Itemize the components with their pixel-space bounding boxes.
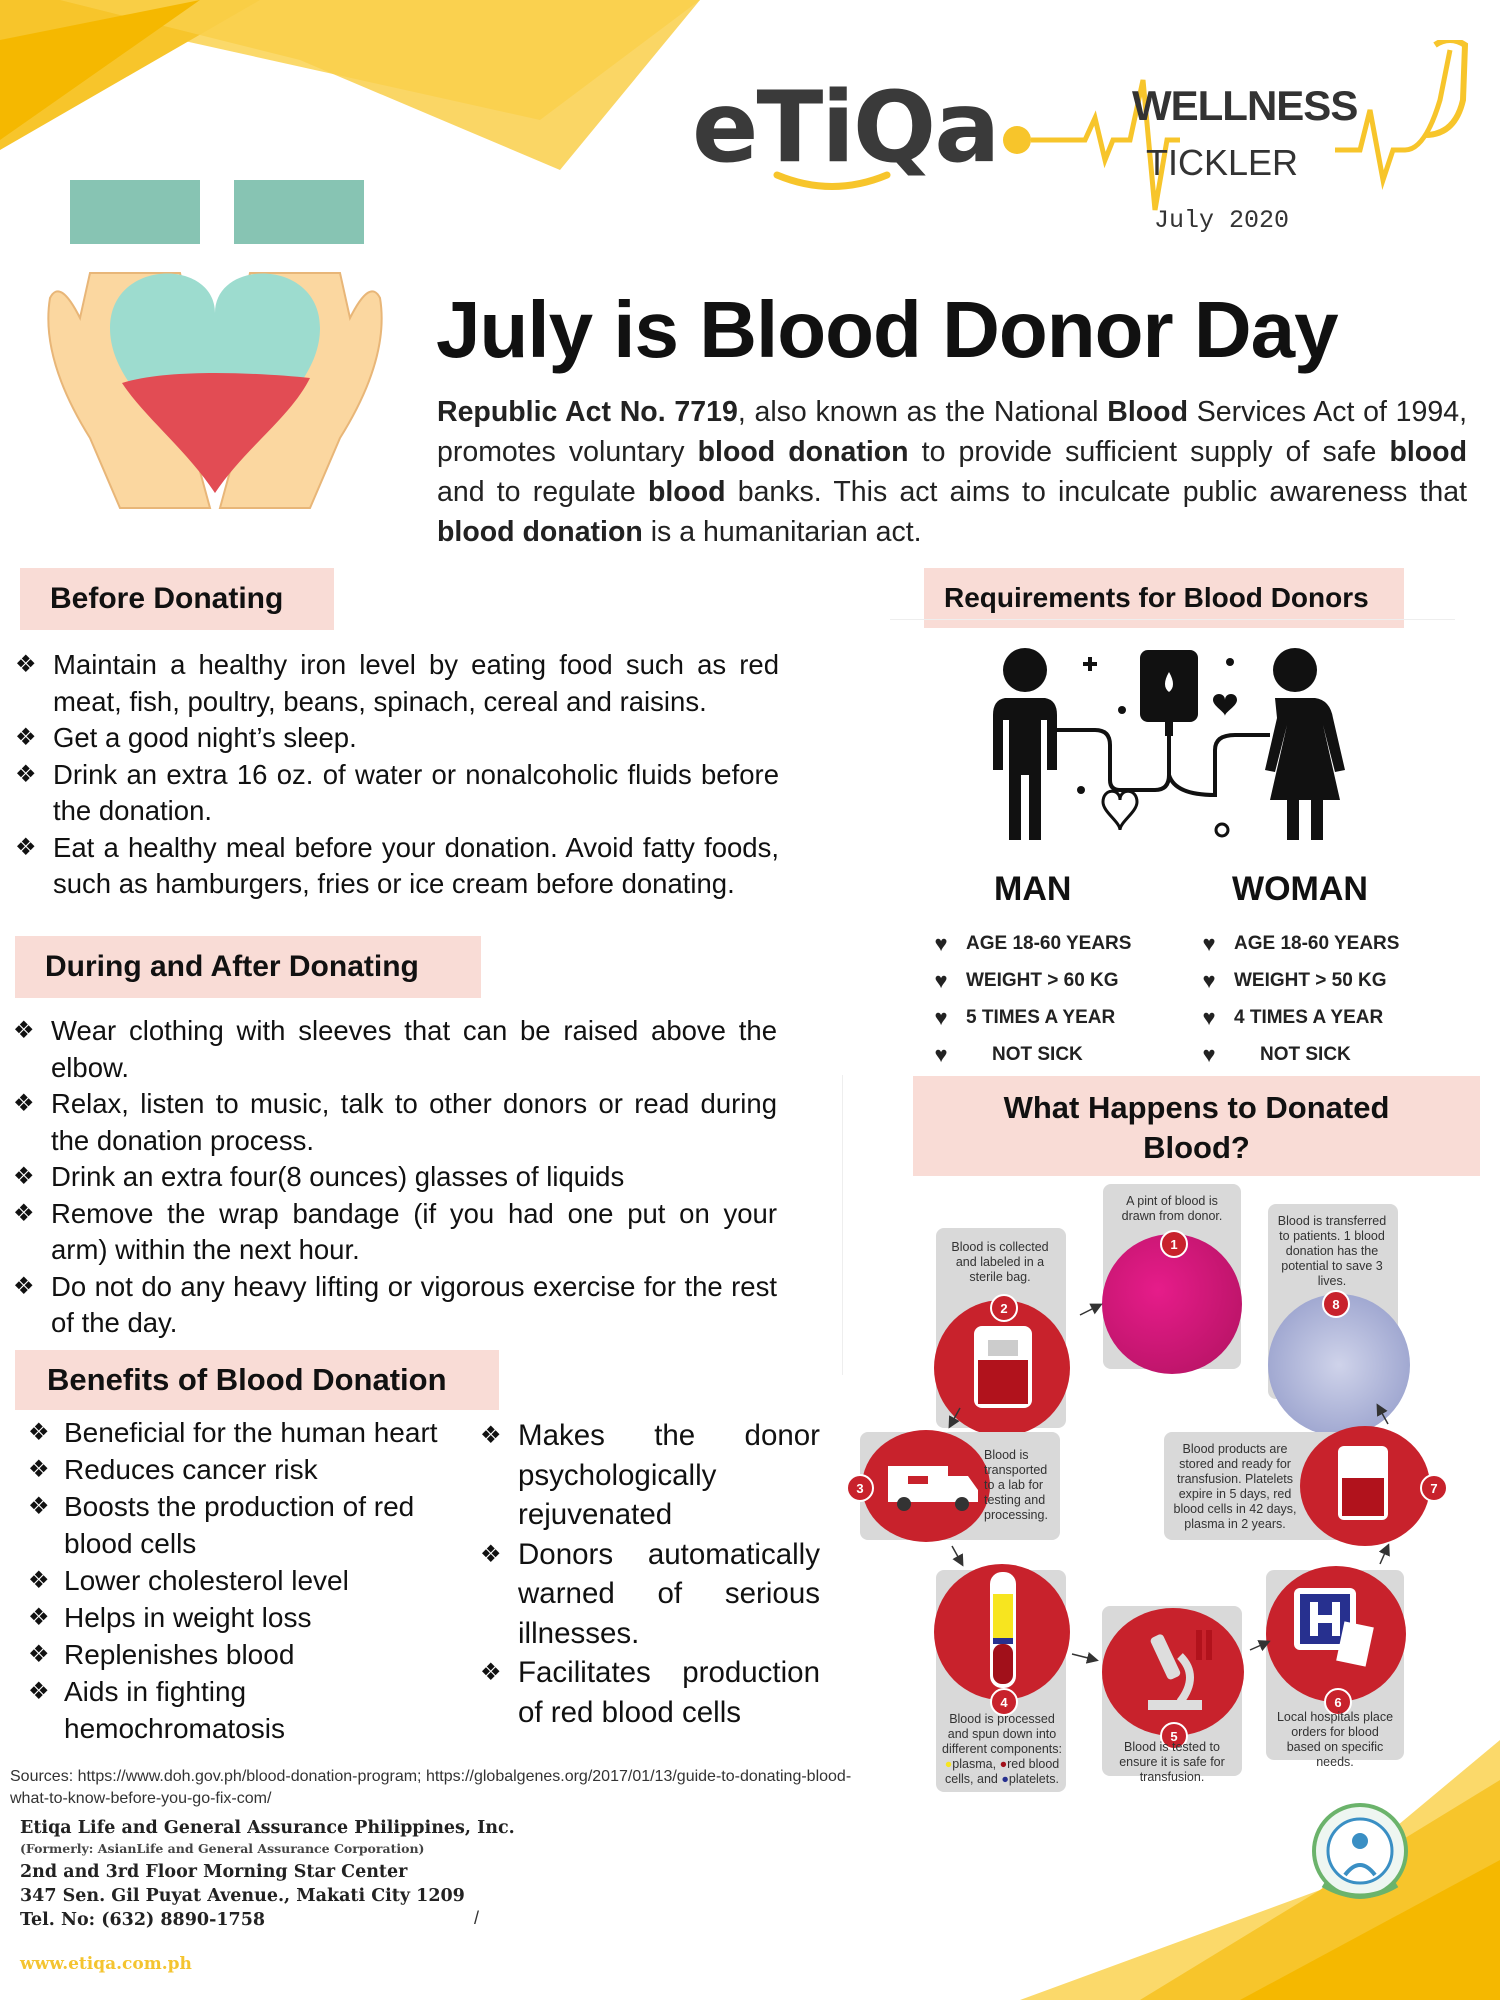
benefit-item: ❖ Aids in fighting hemochromatosis xyxy=(28,1673,458,1747)
requirement-row xyxy=(1198,968,1387,994)
requirements-heading: Requirements for Blood Donors xyxy=(924,568,1404,628)
intro-text: , also known as the National xyxy=(737,396,1108,428)
requirement-row xyxy=(930,931,1131,957)
heart-bullet-icon: ♥ xyxy=(934,1005,948,1030)
hands-heart-illustration xyxy=(30,178,400,518)
benefit-item: ❖ Beneficial for the human heart xyxy=(28,1414,458,1451)
man-label: MAN xyxy=(994,870,1072,908)
during-after-heading: During and After Donating xyxy=(15,936,481,998)
step-6-number: 6 xyxy=(1324,1688,1352,1716)
requirement-text: AGE 18-60 YEARS xyxy=(966,933,1132,954)
step-3-number: 3 xyxy=(846,1474,874,1502)
plasma-label: plasma, xyxy=(952,1757,997,1771)
requirement-row xyxy=(1198,1042,1351,1068)
during-after-item: ❖ Drink an extra four(8 ounces) glasses of liquids xyxy=(13,1159,777,1196)
requirement-text: NOT SICK xyxy=(1260,1044,1351,1065)
intro-text: to provide sufficient supply of safe xyxy=(908,436,1390,468)
logo-text: eTiQa xyxy=(692,71,999,185)
company-name: Etiqa Life and General Assurance Philippines, Inc. xyxy=(20,1818,515,1838)
and-label: and xyxy=(977,1772,998,1786)
requirement-row xyxy=(1198,1005,1383,1031)
heart-bullet-icon: ♥ xyxy=(934,1042,948,1067)
process-heading: What Happens to Donated Blood? xyxy=(913,1076,1480,1176)
requirement-text: NOT SICK xyxy=(992,1044,1083,1065)
step-8-number: 8 xyxy=(1322,1290,1350,1318)
heart-bullet-icon: ♥ xyxy=(934,968,948,993)
requirement-text: WEIGHT > 50 KG xyxy=(1234,970,1387,991)
page-title: July is Blood Donor Day xyxy=(436,285,1338,374)
platelets-dot-icon: ● xyxy=(1001,1772,1009,1786)
heart-bullet-icon: ♥ xyxy=(1202,931,1216,956)
woman-label: WOMAN xyxy=(1232,870,1368,908)
issue-date: July 2020 xyxy=(1154,206,1290,235)
rbc-dot-icon: ● xyxy=(999,1757,1008,1771)
step-1-number: 1 xyxy=(1160,1230,1188,1258)
flow-arrows xyxy=(840,1180,1500,1800)
benefit-item: ❖ Lower cholesterol level xyxy=(28,1562,458,1599)
address-line-2: 347 Sen. Gil Puyat Avenue., Makati City 1209 xyxy=(20,1886,465,1906)
slash-mark: / xyxy=(474,1908,480,1928)
before-donating-heading: Before Donating xyxy=(20,568,334,630)
heart-bullet-icon: ♥ xyxy=(1202,968,1216,993)
before-donating-item: ❖ Eat a healthy meal before your donation. Avoid fatty foods, such as hamburgers, fries or ice cream before donating. xyxy=(15,830,779,903)
requirement-text: AGE 18-60 YEARS xyxy=(1234,933,1400,954)
benefit-item: ❖ Reduces cancer risk xyxy=(28,1451,458,1488)
benefits-list-left xyxy=(28,1414,458,1747)
before-donating-item: ❖ Get a good night’s sleep. xyxy=(15,720,779,757)
step-5-text: Blood is tested to ensure it is safe for transfusion. xyxy=(1119,1740,1225,1784)
step-3-text: Blood is transported to a lab for testing and processing. xyxy=(984,1448,1048,1522)
tickler-label: TICKLER xyxy=(1146,142,1299,183)
intro-text: and to regulate xyxy=(437,476,648,508)
requirement-row xyxy=(930,968,1119,994)
requirement-text: 5 TIMES A YEAR xyxy=(966,1007,1116,1028)
benefit-item: ❖ Makes the donor psychologically rejuvenated xyxy=(480,1416,820,1535)
benefit-item: ❖ Donors automatically warned of serious illnesses. xyxy=(480,1535,820,1654)
etiqa-logo xyxy=(692,71,999,188)
intro-text: banks. This act aims to inculcate public awareness that xyxy=(725,476,1467,508)
heart-bullet-icon: ♥ xyxy=(1202,1042,1216,1067)
wellness-label: WELLNESS xyxy=(1132,82,1358,129)
platelets-label: platelets. xyxy=(1008,1772,1059,1786)
step-1-text: A pint of blood is drawn from donor. xyxy=(1121,1194,1223,1223)
during-after-item: ❖ Wear clothing with sleeves that can be raised above the elbow. xyxy=(13,1013,777,1086)
benefit-item: ❖ Replenishes blood xyxy=(28,1636,458,1673)
requirement-text: 4 TIMES A YEAR xyxy=(1234,1007,1384,1028)
address-line-1: 2nd and 3rd Floor Morning Star Center xyxy=(20,1862,408,1882)
heart-bullet-icon: ♥ xyxy=(1202,1005,1216,1030)
step-5-number: 5 xyxy=(1160,1722,1188,1750)
intro-bold-text: Republic Act No. 7719 xyxy=(437,396,738,428)
man-woman-donation-icon xyxy=(985,640,1355,850)
requirement-row xyxy=(1198,931,1399,957)
requirements-divider xyxy=(890,619,1455,620)
step-4-number: 4 xyxy=(990,1688,1018,1716)
company-formerly: (Formerly: AsianLife and General Assurance Corporation) xyxy=(20,1841,425,1856)
during-after-item: ❖ Relax, listen to music, talk to other donors or read during the donation process. xyxy=(13,1086,777,1159)
during-after-list xyxy=(13,1013,777,1342)
before-donating-item: ❖ Drink an extra 16 oz. of water or nonalcoholic fluids before the donation. xyxy=(15,757,779,830)
sources: Sources: https://www.doh.gov.ph/blood-donation-program; https://globalgenes.org/2017/01/13/guide-to-donating-blood-what-to-know-before-you-go-fix-com/ xyxy=(10,1768,852,1807)
intro-bold-text: blood donation xyxy=(697,436,909,468)
requirement-row xyxy=(930,1042,1083,1068)
step-4-text-a: Blood is processed and spun down into different components: xyxy=(942,1712,1062,1756)
step-7-text: Blood products are stored and ready for transfusion. Platelets expire in 5 days, red blood cells in 42 days, plasma in 2 years. xyxy=(1173,1442,1297,1531)
during-after-item: ❖ Remove the wrap bandage (if you had one put on your arm) within the next hour. xyxy=(13,1196,777,1269)
before-donating-item: ❖ Maintain a healthy iron level by eating food such as red meat, fish, poultry, beans, spinach, cereal and raisins. xyxy=(15,647,779,720)
logo-smile-icon xyxy=(772,170,892,194)
benefit-item: ❖ Helps in weight loss xyxy=(28,1599,458,1636)
intro-text: Services Act of 1994, promotes voluntary xyxy=(437,396,1467,468)
requirement-row xyxy=(930,1005,1115,1031)
intro-paragraph xyxy=(437,392,1467,552)
benefits-list-right xyxy=(480,1416,820,1732)
wellness-seal-logo xyxy=(1305,1795,1415,1910)
plasma-dot-icon: ● xyxy=(944,1757,953,1771)
intro-bold-text: blood xyxy=(647,476,726,508)
before-donating-list xyxy=(15,647,779,903)
step-2-number: 2 xyxy=(990,1294,1018,1322)
step-8-text: Blood is transferred to patients. 1 blood donation has the potential to save 3 lives. xyxy=(1277,1214,1387,1288)
benefit-item: ❖ Boosts the production of red blood cells xyxy=(28,1488,458,1562)
step-2-text: Blood is collected and labeled in a sterile bag. xyxy=(951,1240,1049,1284)
intro-bold-text: blood donation xyxy=(437,516,643,548)
step-7-number: 7 xyxy=(1420,1474,1448,1502)
requirement-text: WEIGHT > 60 KG xyxy=(966,970,1119,991)
benefits-heading: Benefits of Blood Donation xyxy=(15,1350,499,1410)
telephone: Tel. No: (632) 8890-1758 xyxy=(20,1910,266,1930)
process-infographic xyxy=(840,1180,1500,1800)
benefit-item: ❖ Facilitates production of red blood cells xyxy=(480,1653,820,1732)
during-after-item: ❖ Do not do any heavy lifting or vigorous exercise for the rest of the day. xyxy=(13,1269,777,1342)
rbc-label: red blood cells, xyxy=(945,1757,1060,1786)
step-6-text: Local hospitals place orders for blood based on specific needs. xyxy=(1276,1710,1394,1769)
intro-bold-text: blood xyxy=(1389,436,1467,468)
website-link[interactable]: www.etiqa.com.ph xyxy=(20,1954,192,1974)
intro-text: is a humanitarian act. xyxy=(642,516,922,548)
intro-bold-text: Blood xyxy=(1107,396,1188,428)
heart-bullet-icon: ♥ xyxy=(934,931,948,956)
heartbeat-stethoscope-icon xyxy=(995,40,1475,220)
